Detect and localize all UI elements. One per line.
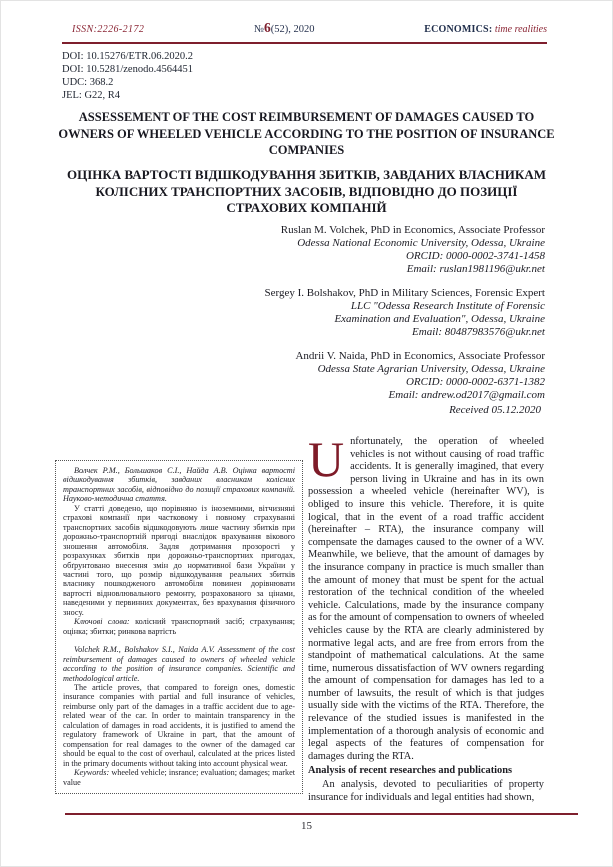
article-body [308,431,544,804]
drop-cap: U [308,431,345,487]
author-email: Email: 80487983576@ukr.net [412,326,545,338]
author-email: Email: ruslan1981196@ukr.net [406,263,545,275]
keywords-en: Keywords: wheeled vehicle; insrance; evaluation; damages; market value [63,768,295,787]
author-name: Ruslan M. Volchek, PhD in Economics, Associate Professor [280,224,545,236]
keywords-uk-label: Ключові слова: [74,617,130,627]
intro-paragraph [308,431,544,763]
journal-name: ECONOMICS: time realities [424,24,547,35]
keywords-uk: Ключові слова: колісний транспортний засіб; страхування; оцінка; збитки; ринкова вартість [63,617,296,636]
authors-block [265,224,545,413]
issue-prefix: № [253,24,265,35]
issue-number: 6 [264,20,271,35]
page-number: 15 [301,820,312,832]
article-title-uk: ОЦІНКА ВАРТОСТІ ВІДШКОДУВАННЯ ЗБИТКІВ, ЗАВДАНИХ ВЛАСНИКАМ КОЛІСНИХ ТРАНСПОРТНИХ ЗАСОБІВ, ВІДПОВІДНО ДО ПОЗИЦІЇ СТРАХОВИХ КОМПАНІЙ [66,167,546,215]
author-email: Email: andrew.od2017@gmail.com [388,389,545,401]
intro-text: nfortunately, the operation of wheeled vehicles is not without causing of road traffic accidents. It is generally imagined, that every person living in Ukraine and has in its own possession a wheeled vehicle (hereinafter WV), is obliged to insure this vehicle. Therefore, it is quite logical, that in the event of a road traffic accident (hereinafter – RTA), the insurance company will compensate the damages caused to the owner of a WV. Meanwhile, we believe, that the amount of damages by the insurance company in practice is much smaller than the amount of money that must be spent for the actual restoration of the technical condition of the wheeled vehicle. Calculations, made by the insurance company as for the amount of compensation to owners of wheeled vehicles cause by the RTA are clearly administered by normative legal acts, and are free from errors from the standpoint of mathematical calculations. At the same time, numerous dissatisfaction of WV owners regarding the amount of compensation for damages has led to a number of lawsuits, the result of which is that judges usually side with the victims of the RTA. Therefore, the relevance of the studied issues is manifested in the implementation of a thorough analysis of economic and legal aspects of the features of compensation for damages during the RTA. [308,436,544,762]
author-2 [265,287,545,339]
keywords-en-label: Keywords: [74,768,110,778]
masthead [62,20,547,44]
author-orcid: ORCID: 0000-0002-3741-1458 [405,250,545,262]
jel-line: JEL: G22, R4 [62,90,121,101]
abstract-en: The article proves, that compared to foreign ones, domestic insurance companies with partial and full insurance of vehicles, reimburse only part of the damages in a traffic accident due to age-related wear of the car. In order to maintain transparency in the calculation of damages in road accidents, it is justified to amend the regulatory framework of Ukraine in part, that the amount of compensation for real damages to the owner of the damaged car should be equal to the cost of overhaul, calculated at the prices listed in the primary documents without taking into account physical wear. [63,682,295,768]
article-meta [62,50,193,102]
author-name: Sergey I. Bolshakov, PhD in Military Sciences, Forensic Expert [264,287,545,299]
citation-en: Volchek R.M., Bolshakov S.I., Naida A.V. Assessment of the cost reimbursement of damages caused to owners of wheeled vehicle according to the position of insurance companies. Scientific and methodological article. [63,645,295,683]
author-affiliation: LLC "Odessa Research Institute of Forensic [350,300,545,312]
issue-suffix: (52), 2020 [270,24,315,35]
article-title-en: ASSESSEMENT OF THE COST REIMBURSEMENT OF DAMAGES CAUSED TO OWNERS OF WHEELED VEHICLE ACCORDING TO THE POSITION OF INSURANCE COMPANIES [58,110,555,157]
udc-line: UDC: 368.2 [62,77,114,88]
footer-rule [65,813,578,815]
section-heading: Analysis of recent researches and publications [308,765,513,777]
abstract-uk: У статті доведено, що порівняно із іноземними, вітчизняні страхові компанії при частковому і повному страхуванні транспортних засобів відшкодовують лише частину збитків при дорожньо-транспортній пригоді внаслідок врахування вікового зношення автомобіля. Задля дотримання прозорості у розрахунках збитків при дорожньо-транспортних пригодах, обґрунтовано внесення змін до нормативної бази України у частині того, що розмір відшкодування реальних збитків власнику пошкодженого автомобіля повинен дорівнювати вартості відновлювального ремонту, розрахованого за цінами, наведеними у первинних документах, без врахування фізичного зносу. [63,503,295,617]
issn-label: ISSN:2226-2172 [72,24,145,35]
author-affiliation: Odessa National Economic University, Odessa, Ukraine [297,237,545,249]
received-date: Received 05.12.2020 [449,404,541,416]
author-affiliation: Odessa State Agrarian University, Odessa, Ukraine [317,363,545,375]
citation-uk: Волчек Р.М., Большаков С.І., Найда А.В. Оцінка вартості відшкодування збитків, завданих власникам колісних транспортних засобів, відповідно до позиції страхових компаній. Науково-методична стаття. [63,466,295,504]
doi-line-1: DOI: 10.15276/ETR.06.2020.2 [62,51,193,62]
abstract-box [55,460,303,794]
author-3 [265,350,545,402]
journal-tagline: time realities [494,24,547,35]
author-name: Andrii V. Naida, PhD in Economics, Associate Professor [295,350,545,362]
author-1 [265,224,545,276]
doi-line-2: DOI: 10.5281/zenodo.4564451 [62,64,193,75]
issue-label [254,20,315,36]
body-paragraph: An analysis, devoted to peculiarities of property insurance for individuals and legal entities had shown, [308,779,544,803]
author-affiliation: Examination and Evaluation", Odessa, Ukraine [334,313,545,325]
author-orcid: ORCID: 0000-0002-6371-1382 [405,376,545,388]
